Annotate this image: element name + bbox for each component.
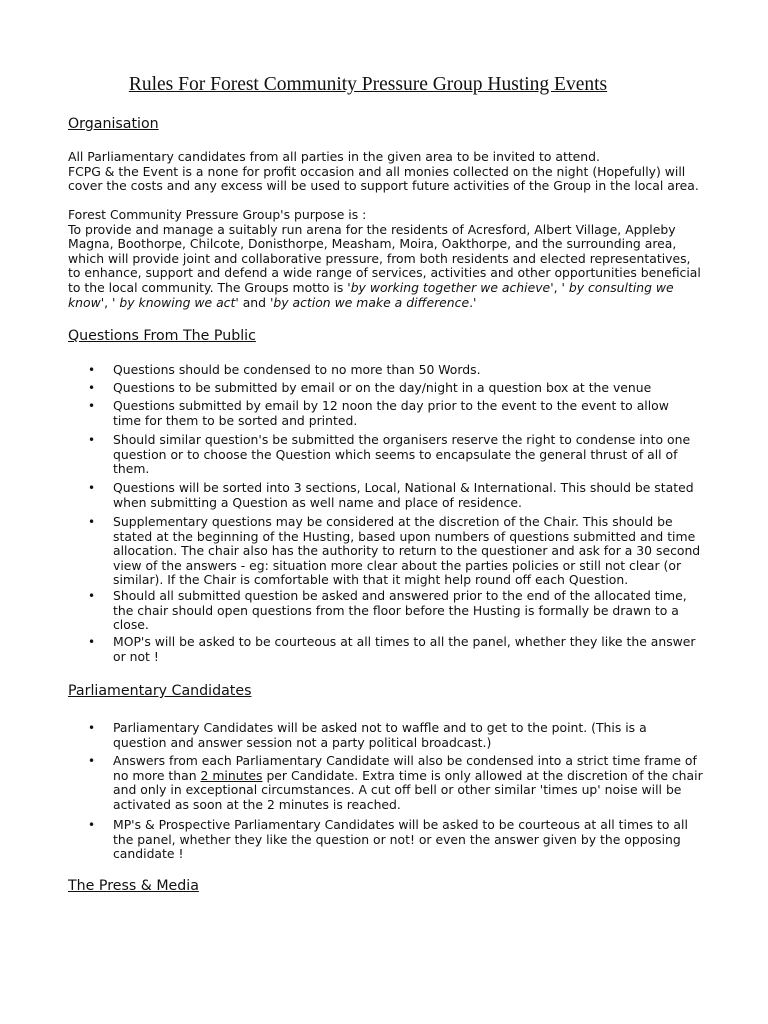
list-item: • Questions submitted by email by 12 noon the day prior to the event to the event to allow time for them to be sorted and printed. — [68, 399, 669, 428]
list-item: • Parliamentary Candidates will be asked not to waffle and to get to the point. (This is a question and answer session not a party political broadcast.) — [68, 721, 647, 750]
list-item: • Should similar question's be submitted the organisers reserve the right to condense into one question or to choose the Question which seems to encapsulate the general thrust of all of them. — [68, 433, 690, 477]
heading-press-media: The Press & Media — [68, 878, 199, 894]
group-motto-line-1: to the local community. The Groups motto is 'by working together we achieve', ' by consulting we — [68, 279, 674, 295]
list-item: • Should all submitted question be asked and answered prior to the end of the allocated time, the chair should open questions from the floor before the Husting is formally be drawn to a close. — [68, 589, 687, 633]
list-item: • Questions will be sorted into 3 sections, Local, National & International. This should be stated when submitting a Question as well name and place of residence. — [68, 481, 694, 510]
organisation-paragraph-1: All Parliamentary candidates from all parties in the given area to be invited to attend. FCPG & the Event is a none for profit occasion and all monies collected on the night (Hopefully) will cover the costs and any excess will be used to support future activities of the Group in the local area. — [68, 149, 699, 194]
heading-parliamentary-candidates: Parliamentary Candidates — [68, 683, 252, 699]
list-item: • Supplementary questions may be considered at the discretion of the Chair. This should be stated at the beginning of the Husting, based upon numbers of questions submitted and time allocation. The chair also has the authority to return to the questioner and ask for a 30 second view of the answers - eg: situation more clear about the parties policies or still not clear (or similar). If the Chair is comfortable with that it might help round off each Question. — [68, 515, 700, 588]
list-item: • Questions should be condensed to no more than 50 Words. — [68, 363, 481, 378]
list-item: • Questions to be submitted by email or on the day/night in a question box at the venue — [68, 381, 651, 396]
page-title: Rules For Forest Community Pressure Group Husting Events — [128, 74, 608, 95]
list-item: • Answers from each Parliamentary Candidate will also be condensed into a strict time frame of no more than 2 minutes per Candidate. Extra time is only allowed at the discretion of the chair and only in exceptional circumstances. A cut off bell or other similar 'times up' noise will be activated as soon at the 2 minutes is reached. — [68, 754, 703, 812]
organisation-paragraph-2: Forest Community Pressure Group's purpose is : To provide and manage a suitably run arena for the residents of Acresford, Albert Village, Appleby Magna, Boothorpe, Chilcote, Donisthorpe, Measham, Moira, Oakthorpe, and the surrounding area, which will provide joint and collaborative pressure, from both residents and elected representatives, to enhance, support and defend a wide range of services, activities and other opportunities beneficial to the local community. The Groups motto is 'by working together we achieve', ' by consulting we know', ' by knowing we act' and 'by action we make a difference.' — [68, 208, 718, 310]
list-item: • MP's & Prospective Parliamentary Candidates will be asked to be courteous at all times to all the panel, whether they like the question or not! or even the answer given by the opposing candidate ! — [68, 818, 688, 862]
heading-questions-from-public: Questions From The Public — [68, 328, 256, 344]
list-item: • MOP's will be asked to be courteous at all times to all the panel, whether they like the answer or not ! — [68, 635, 696, 664]
group-motto-line-2: know', ' by knowing we act' and 'by action we make a difference.' — [68, 294, 477, 310]
two-minutes-underlined: 2 minutes — [200, 767, 263, 783]
heading-organisation: Organisation — [68, 116, 159, 132]
